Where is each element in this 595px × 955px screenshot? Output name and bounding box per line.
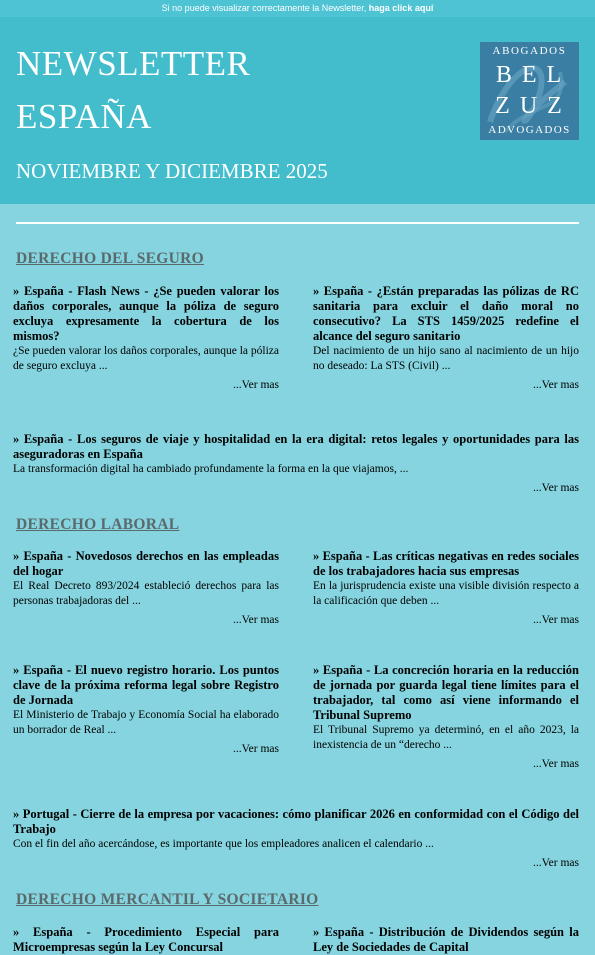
article-title[interactable]: » España - Los seguros de viaje y hospitalidad en la era digital: retos legales y oportunidades para las aseguradoras en España: [13, 432, 579, 461]
read-more-link[interactable]: ...Ver mas: [533, 857, 579, 869]
article-title[interactable]: » España - ¿Están preparadas las pólizas de RC sanitaria para excluir el daño moral no consecutivo? La STS 1459/2025 redefine el alcance del seguro sanitario: [313, 284, 579, 343]
section-derecho-seguro[interactable]: DERECHO DEL SEGURO: [16, 250, 204, 267]
logo-bottom-text: ADVOGADOS: [488, 124, 571, 136]
view-online-link[interactable]: haga click aquí: [368, 3, 434, 13]
article-title[interactable]: » España - La concreción horaria en la reducción de jornada por guarda legal tiene límites para el trabajador, tal como así viene informando el Tribunal Supremo: [313, 663, 579, 722]
article-title[interactable]: » España - Flash News - ¿Se pueden valorar los daños corporales, aunque la póliza de seguro excluya expresamente la cobertura de los mismos?: [13, 284, 279, 343]
article-title[interactable]: » España - Procedimiento Especial para Microempresas según la Ley Concursal: [13, 925, 279, 954]
read-more-link[interactable]: ...Ver mas: [233, 614, 279, 626]
section-derecho-mercantil[interactable]: DERECHO MERCANTIL Y SOCIETARIO: [16, 891, 319, 908]
article-item: [13, 549, 279, 628]
article-title[interactable]: » España - Novedosos derechos en las empleadas del hogar: [13, 549, 279, 578]
section-derecho-laboral[interactable]: DERECHO LABORAL: [16, 516, 180, 533]
article-summary: El Ministerio de Trabajo y Economía Social ha elaborado un borrador de Real ...: [13, 709, 279, 736]
read-more-link[interactable]: ...Ver mas: [233, 379, 279, 391]
article-title[interactable]: » España - Las críticas negativas en redes sociales de los trabajadores hacia sus empresas: [313, 549, 579, 578]
article-summary: El Real Decreto 893/2024 estableció derechos para las personas trabajadoras del ...: [13, 580, 279, 607]
article-item: [13, 807, 579, 871]
newsletter-title: [16, 37, 250, 143]
article-summary: En la jurisprudencia existe una visible división respecto a la calificación que deben ...: [313, 580, 579, 607]
article-item: [313, 549, 579, 628]
view-notice-text: Si no puede visualizar correctamente la Newsletter,: [161, 3, 367, 13]
read-more-link[interactable]: ...Ver mas: [233, 743, 279, 755]
title-line-1: NEWSLETTER: [16, 44, 251, 83]
article-summary: ¿Se pueden valorar los daños corporales, aunque la póliza de seguro excluya ...: [13, 345, 279, 372]
article-title[interactable]: » España - Distribución de Dividendos según la Ley de Sociedades de Capital: [313, 925, 579, 954]
article-summary: La transformación digital ha cambiado profundamente la forma en la que viajamos, ...: [13, 463, 409, 475]
header-divider: [16, 222, 579, 224]
newsletter-view-notice: [0, 0, 595, 17]
logo-line-1: BEL: [495, 62, 572, 88]
article-title[interactable]: » España - El nuevo registro horario. Los puntos clave de la próxima reforma legal sobre Registro de Jornada: [13, 663, 279, 707]
newsletter-header: [0, 17, 595, 204]
article-item: [313, 925, 579, 955]
article-item: [13, 284, 279, 393]
read-more-link[interactable]: ...Ver mas: [533, 614, 579, 626]
belzuz-logo[interactable]: [480, 42, 579, 140]
article-item: [313, 663, 579, 772]
read-more-link[interactable]: ...Ver mas: [533, 758, 579, 770]
logo-top-text: ABOGADOS: [492, 45, 567, 57]
article-item: [313, 284, 579, 393]
logo-line-2: ZUZ: [495, 93, 572, 119]
read-more-link[interactable]: ...Ver mas: [533, 379, 579, 391]
article-title[interactable]: » Portugal - Cierre de la empresa por vacaciones: cómo planificar 2026 en conformidad con el Código del Trabajo: [13, 807, 579, 836]
article-summary: El Tribunal Supremo ya determinó, en el año 2023, la inexistencia de un “derecho ...: [313, 724, 579, 751]
title-line-2: ESPAÑA: [16, 97, 152, 136]
article-item: [13, 925, 279, 955]
article-item: [13, 663, 279, 757]
article-summary: Con el fin del año acercándose, es importante que los empleadores analicen el calendario ...: [13, 838, 434, 850]
article-item: [13, 432, 579, 496]
read-more-link[interactable]: ...Ver mas: [533, 482, 579, 494]
newsletter-date: NOVIEMBRE Y DICIEMBRE 2025: [16, 159, 328, 183]
article-summary: Del nacimiento de un hijo sano al nacimiento de un hijo no deseado: La STS (Civil) ...: [313, 345, 579, 372]
